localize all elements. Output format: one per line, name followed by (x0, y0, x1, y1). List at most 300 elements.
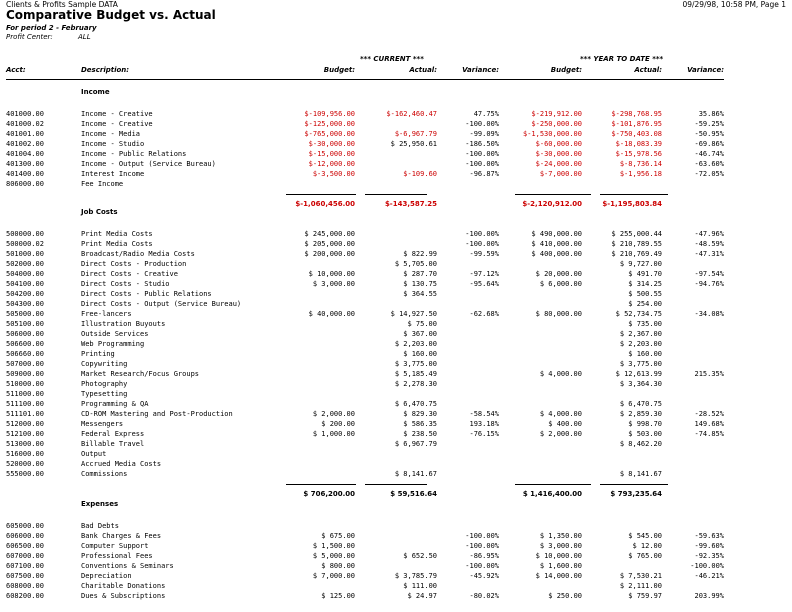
section-total-row (0, 490, 792, 502)
cell-yv: -34.08% (694, 310, 724, 318)
cell-yv: -92.35% (694, 552, 724, 560)
cell-cv: -100.00% (465, 532, 499, 540)
cell-yb: $ 490,000.00 (531, 230, 582, 238)
cell-acct: 401000.00 (6, 110, 44, 118)
cell-ca: $ 822.99 (403, 250, 437, 258)
cell-ca: $-162,460.47 (386, 110, 437, 118)
cell-desc: Income - Creative (81, 110, 153, 118)
table-row (0, 110, 792, 120)
table-row (0, 300, 792, 310)
cell-ca: $ 238.50 (403, 430, 437, 438)
cell-yv: -28.52% (694, 410, 724, 418)
cell-yb: $ 3,000.00 (539, 542, 582, 550)
cell-desc: Photography (81, 380, 128, 388)
cell-ya: $-1,956.18 (619, 170, 662, 178)
cell-ya: $ 210,769.49 (611, 250, 662, 258)
table-row (0, 340, 792, 350)
cell-cv: 47.75% (473, 110, 499, 118)
total-rule (515, 194, 591, 195)
cell-ya: $ 3,364.30 (619, 380, 662, 388)
cell-desc: Direct Costs - Creative (81, 270, 178, 278)
table-row (0, 330, 792, 340)
cell-acct: 608000.00 (6, 582, 44, 590)
cell-acct: 511000.00 (6, 390, 44, 398)
cell-desc: Market Research/Focus Groups (81, 370, 200, 378)
total-ca: $ 59,516.64 (390, 490, 437, 498)
cell-acct: 512000.00 (6, 420, 44, 428)
cell-cv: -100.00% (465, 542, 499, 550)
report-period: For period 2 - February (6, 24, 97, 32)
cell-ca: $ 2,203.00 (394, 340, 437, 348)
cell-ca: $ 6,967.79 (394, 440, 437, 448)
col-current-budget: Budget: (323, 66, 355, 74)
cell-cb: $ 5,000.00 (312, 552, 355, 560)
cell-desc: Typesetting (81, 390, 128, 398)
cell-cb: $ 675.00 (321, 532, 355, 540)
cell-acct: 520000.00 (6, 460, 44, 468)
cell-acct: 506660.00 (6, 350, 44, 358)
cell-acct: 607500.00 (6, 572, 44, 580)
cell-ca: $ 130.75 (403, 280, 437, 288)
cell-desc: Print Media Costs (81, 240, 153, 248)
cell-ya: $ 491.70 (628, 270, 662, 278)
cell-acct: 401400.00 (6, 170, 44, 178)
cell-acct: 401001.00 (6, 130, 44, 138)
cell-cb: $ 800.00 (321, 562, 355, 570)
cell-acct: 504100.00 (6, 280, 44, 288)
table-row (0, 310, 792, 320)
cell-desc: Income - Output (Service Bureau) (81, 160, 216, 168)
total-ya: $ 793,235.64 (610, 490, 662, 498)
cell-acct: 506000.00 (6, 330, 44, 338)
cell-cv: -45.92% (469, 572, 499, 580)
cell-ca: $ 3,785.79 (394, 572, 437, 580)
cell-cb: $ 2,000.00 (312, 410, 355, 418)
cell-desc: Income - Public Relations (81, 150, 187, 158)
cell-acct: 507000.00 (6, 360, 44, 368)
cell-yb: $ 1,600.00 (539, 562, 582, 570)
cell-yv: -97.54% (694, 270, 724, 278)
cell-ca: $ 287.70 (403, 270, 437, 278)
cell-desc: Commissions (81, 470, 128, 478)
cell-cb: $ 125.00 (321, 592, 355, 600)
cell-yv: -72.05% (694, 170, 724, 178)
total-rule (600, 194, 668, 195)
cell-cv: -97.12% (469, 270, 499, 278)
cell-acct: 504300.00 (6, 300, 44, 308)
total-rule (365, 484, 427, 485)
cell-yb: $-7,000.00 (539, 170, 582, 178)
cell-desc: Conventions & Seminars (81, 562, 174, 570)
cell-ya: $ 7,530.21 (619, 572, 662, 580)
cell-cb: $ 1,000.00 (312, 430, 355, 438)
table-row (0, 582, 792, 592)
cell-ya: $ 52,734.75 (615, 310, 662, 318)
cell-yb: $ 400,000.00 (531, 250, 582, 258)
cell-desc: Broadcast/Radio Media Costs (81, 250, 195, 258)
cell-acct: 500000.02 (6, 240, 44, 248)
cell-yb: $-250,000.00 (531, 120, 582, 128)
cell-desc: Output (81, 450, 107, 458)
cell-ya: $ 998.70 (628, 420, 662, 428)
cell-cv: -99.59% (469, 250, 499, 258)
cell-yv: 203.99% (694, 592, 724, 600)
cell-cb: $-12,000.00 (308, 160, 355, 168)
cell-acct: 607100.00 (6, 562, 44, 570)
cell-ca: $ 25,950.61 (390, 140, 437, 148)
cell-acct: 513000.00 (6, 440, 44, 448)
cell-yb: $ 4,000.00 (539, 370, 582, 378)
table-row (0, 370, 792, 380)
ytd-group-header: *** YEAR TO DATE *** (580, 55, 664, 63)
cell-cv: -99.09% (469, 130, 499, 138)
cell-acct: 504200.00 (6, 290, 44, 298)
cell-acct: 502000.00 (6, 260, 44, 268)
cell-ya: $ 254.00 (628, 300, 662, 308)
table-row (0, 572, 792, 582)
cell-desc: Interest Income (81, 170, 145, 178)
cell-cv: -80.02% (469, 592, 499, 600)
cell-ca: $ 367.00 (403, 330, 437, 338)
total-rule (365, 194, 427, 195)
cell-acct: 505000.00 (6, 310, 44, 318)
col-ytd-budget: Budget: (550, 66, 582, 74)
cell-yv: -63.60% (694, 160, 724, 168)
cell-yv: -47.96% (694, 230, 724, 238)
cell-yb: $ 10,000.00 (535, 552, 582, 560)
cell-acct: 509000.00 (6, 370, 44, 378)
cell-acct: 401000.02 (6, 120, 44, 128)
cell-ya: $ 2,367.00 (619, 330, 662, 338)
col-ytd-actual: Actual: (634, 66, 662, 74)
table-row (0, 360, 792, 370)
cell-desc: Income - Studio (81, 140, 145, 148)
table-row (0, 440, 792, 450)
cell-desc: Programming & QA (81, 400, 149, 408)
cell-desc: Print Media Costs (81, 230, 153, 238)
table-row (0, 290, 792, 300)
profit-center-value: ALL (78, 33, 91, 41)
cell-cv: -58.54% (469, 410, 499, 418)
cell-acct: 607000.00 (6, 552, 44, 560)
cell-yv: -69.86% (694, 140, 724, 148)
cell-ya: $-8,736.14 (619, 160, 662, 168)
cell-desc: Illustration Buyouts (81, 320, 166, 328)
cell-acct: 504000.00 (6, 270, 44, 278)
cell-ca: $ 75.00 (407, 320, 437, 328)
cell-desc: Accrued Media Costs (81, 460, 162, 468)
total-rule (286, 484, 356, 485)
cell-acct: 516000.00 (6, 450, 44, 458)
table-row (0, 350, 792, 360)
cell-yb: $ 80,000.00 (535, 310, 582, 318)
table-row (0, 130, 792, 140)
cell-ya: $-15,978.56 (615, 150, 662, 158)
cell-ca: $ 111.00 (403, 582, 437, 590)
cell-cv: -100.00% (465, 230, 499, 238)
cell-ya: $ 2,859.30 (619, 410, 662, 418)
report-timestamp: 09/29/98, 10:58 PM, Page 1 (682, 0, 786, 9)
cell-cv: -96.87% (469, 170, 499, 178)
cell-desc: Direct Costs - Public Relations (81, 290, 212, 298)
cell-desc: Direct Costs - Production (81, 260, 187, 268)
cell-acct: 605000.00 (6, 522, 44, 530)
cell-ya: $ 500.55 (628, 290, 662, 298)
cell-ya: $ 735.00 (628, 320, 662, 328)
cell-yv: -94.76% (694, 280, 724, 288)
total-cb: $-1,060,456.00 (295, 200, 355, 208)
cell-ca: $ 3,775.00 (394, 360, 437, 368)
total-rule (286, 194, 356, 195)
col-acct: Acct: (6, 66, 26, 74)
cell-desc: Outside Services (81, 330, 149, 338)
cell-desc: Professional Fees (81, 552, 153, 560)
cell-yb: $-24,000.00 (535, 160, 582, 168)
cell-yb: $ 400.00 (548, 420, 582, 428)
total-rule (600, 484, 668, 485)
cell-desc: Federal Express (81, 430, 145, 438)
cell-yv: -46.21% (694, 572, 724, 580)
cell-ca: $ 652.50 (403, 552, 437, 560)
table-row (0, 230, 792, 240)
cell-desc: Fee Income (81, 180, 124, 188)
total-rule (515, 484, 591, 485)
cell-acct: 501000.00 (6, 250, 44, 258)
cell-yb: $ 250.00 (548, 592, 582, 600)
section-total-row (0, 200, 792, 212)
cell-yb: $-60,000.00 (535, 140, 582, 148)
cell-yb: $-30,000.00 (535, 150, 582, 158)
cell-cb: $-109,956.00 (304, 110, 355, 118)
current-group-header: *** CURRENT *** (360, 55, 424, 63)
cell-desc: Charitable Donations (81, 582, 166, 590)
cell-yb: $-219,912.00 (531, 110, 582, 118)
table-row (0, 390, 792, 400)
total-yb: $ 1,416,400.00 (522, 490, 582, 498)
total-cb: $ 706,200.00 (303, 490, 355, 498)
cell-desc: Free-lancers (81, 310, 132, 318)
cell-cv: -76.15% (469, 430, 499, 438)
cell-ya: $ 255,000.44 (611, 230, 662, 238)
cell-desc: Messengers (81, 420, 124, 428)
table-row (0, 400, 792, 410)
cell-desc: Dues & Subscriptions (81, 592, 166, 600)
cell-acct: 506600.00 (6, 340, 44, 348)
cell-acct: 511101.00 (6, 410, 44, 418)
table-row (0, 120, 792, 130)
cell-ya: $-750,403.08 (611, 130, 662, 138)
cell-acct: 511100.00 (6, 400, 44, 408)
report-title: Comparative Budget vs. Actual (6, 8, 216, 22)
cell-cv: -100.00% (465, 240, 499, 248)
cell-acct: 401004.00 (6, 150, 44, 158)
cell-desc: Direct Costs - Studio (81, 280, 170, 288)
cell-cv: -62.68% (469, 310, 499, 318)
cell-ya: $ 160.00 (628, 350, 662, 358)
cell-cb: $ 40,000.00 (308, 310, 355, 318)
header-rule (6, 79, 724, 80)
cell-cv: -186.50% (465, 140, 499, 148)
cell-desc: CD-ROM Mastering and Post-Production (81, 410, 233, 418)
table-row (0, 410, 792, 420)
cell-ca: $ 5,705.00 (394, 260, 437, 268)
cell-yv: 35.86% (698, 110, 724, 118)
cell-cb: $ 200,000.00 (304, 250, 355, 258)
col-current-actual: Actual: (409, 66, 437, 74)
cell-cb: $-125,000.00 (304, 120, 355, 128)
cell-ya: $ 12,613.99 (615, 370, 662, 378)
cell-yv: -100.00% (690, 562, 724, 570)
cell-yv: 215.35% (694, 370, 724, 378)
cell-desc: Copywriting (81, 360, 128, 368)
cell-ya: $ 8,462.20 (619, 440, 662, 448)
cell-cv: 193.18% (469, 420, 499, 428)
company-name: Clients & Profits Sample DATA (6, 0, 118, 9)
cell-ca: $ 160.00 (403, 350, 437, 358)
total-yb: $-2,120,912.00 (522, 200, 582, 208)
cell-ya: $ 503.00 (628, 430, 662, 438)
cell-cb: $ 1,500.00 (312, 542, 355, 550)
cell-cb: $ 200.00 (321, 420, 355, 428)
cell-ca: $-109.60 (403, 170, 437, 178)
cell-desc: Web Programming (81, 340, 145, 348)
col-description: Description: (81, 66, 130, 74)
table-row (0, 170, 792, 180)
table-row (0, 552, 792, 562)
cell-cb: $ 245,000.00 (304, 230, 355, 238)
cell-acct: 608200.00 (6, 592, 44, 600)
cell-ca: $ 5,185.49 (394, 370, 437, 378)
cell-ya: $-18,083.39 (615, 140, 662, 148)
cell-cv: -100.00% (465, 562, 499, 570)
col-current-variance: Variance: (462, 66, 499, 74)
cell-acct: 512100.00 (6, 430, 44, 438)
table-row (0, 592, 792, 602)
section-title: Income (81, 88, 110, 96)
table-row (0, 470, 792, 480)
table-row (0, 140, 792, 150)
col-ytd-variance: Variance: (687, 66, 724, 74)
cell-cv: -100.00% (465, 160, 499, 168)
cell-yb: $ 20,000.00 (535, 270, 582, 278)
table-row (0, 532, 792, 542)
cell-acct: 806000.00 (6, 180, 44, 188)
cell-ya: $ 765.00 (628, 552, 662, 560)
cell-cb: $-3,500.00 (312, 170, 355, 178)
cell-ca: $ 6,470.75 (394, 400, 437, 408)
table-row (0, 450, 792, 460)
cell-ya: $ 2,111.00 (619, 582, 662, 590)
cell-desc: Printing (81, 350, 115, 358)
cell-cb: $ 10,000.00 (308, 270, 355, 278)
cell-desc: Income - Creative (81, 120, 153, 128)
cell-ya: $ 314.25 (628, 280, 662, 288)
table-row (0, 562, 792, 572)
cell-desc: Income - Media (81, 130, 141, 138)
cell-yv: -59.63% (694, 532, 724, 540)
cell-acct: 505100.00 (6, 320, 44, 328)
table-row (0, 430, 792, 440)
table-row (0, 542, 792, 552)
cell-yb: $ 6,000.00 (539, 280, 582, 288)
cell-yv: -99.60% (694, 542, 724, 550)
table-row (0, 160, 792, 170)
cell-cb: $-15,000.00 (308, 150, 355, 158)
cell-yb: $ 14,000.00 (535, 572, 582, 580)
cell-cv: -95.64% (469, 280, 499, 288)
cell-yv: -46.74% (694, 150, 724, 158)
cell-cb: $-30,000.00 (308, 140, 355, 148)
section-title: Expenses (81, 500, 119, 508)
cell-yv: 149.68% (694, 420, 724, 428)
cell-acct: 401002.00 (6, 140, 44, 148)
cell-ca: $ 364.55 (403, 290, 437, 298)
cell-ca: $ 14,927.50 (390, 310, 437, 318)
cell-cb: $-765,000.00 (304, 130, 355, 138)
cell-yb: $-1,530,000.00 (522, 130, 582, 138)
cell-yv: -48.59% (694, 240, 724, 248)
table-row (0, 420, 792, 430)
cell-desc: Bad Debts (81, 522, 119, 530)
cell-ya: $ 3,775.00 (619, 360, 662, 368)
total-ca: $-143,587.25 (384, 200, 437, 208)
cell-ya: $ 12.00 (632, 542, 662, 550)
section-title: Job Costs (81, 208, 118, 216)
cell-desc: Bank Charges & Fees (81, 532, 162, 540)
table-row (0, 320, 792, 330)
table-row (0, 150, 792, 160)
table-row (0, 280, 792, 290)
cell-yb: $ 4,000.00 (539, 410, 582, 418)
cell-ca: $ 586.35 (403, 420, 437, 428)
profit-center-label: Profit Center: (6, 33, 53, 41)
cell-acct: 510000.00 (6, 380, 44, 388)
cell-desc: Billable Travel (81, 440, 145, 448)
table-row (0, 240, 792, 250)
cell-cb: $ 3,000.00 (312, 280, 355, 288)
cell-ca: $ 829.30 (403, 410, 437, 418)
cell-ya: $ 210,789.55 (611, 240, 662, 248)
cell-ya: $ 6,470.75 (619, 400, 662, 408)
cell-ya: $ 9,727.00 (619, 260, 662, 268)
cell-ya: $ 759.97 (628, 592, 662, 600)
cell-desc: Computer Support (81, 542, 149, 550)
cell-acct: 401300.00 (6, 160, 44, 168)
cell-ca: $ 24.97 (407, 592, 437, 600)
cell-acct: 555000.00 (6, 470, 44, 478)
cell-desc: Direct Costs - Output (Service Bureau) (81, 300, 242, 308)
cell-yv: -50.95% (694, 130, 724, 138)
cell-cv: -100.00% (465, 120, 499, 128)
cell-ya: $ 2,203.00 (619, 340, 662, 348)
cell-acct: 606000.00 (6, 532, 44, 540)
table-row (0, 380, 792, 390)
table-row (0, 180, 792, 190)
cell-ca: $ 2,278.30 (394, 380, 437, 388)
table-row (0, 522, 792, 532)
cell-yb: $ 2,000.00 (539, 430, 582, 438)
cell-ya: $-101,876.95 (611, 120, 662, 128)
table-row (0, 270, 792, 280)
table-row (0, 260, 792, 270)
table-row (0, 460, 792, 470)
cell-yb: $ 410,000.00 (531, 240, 582, 248)
cell-cb: $ 7,000.00 (312, 572, 355, 580)
total-ya: $-1,195,803.84 (602, 200, 662, 208)
cell-ca: $-6,967.79 (394, 130, 437, 138)
cell-cv: -86.95% (469, 552, 499, 560)
cell-acct: 606500.00 (6, 542, 44, 550)
